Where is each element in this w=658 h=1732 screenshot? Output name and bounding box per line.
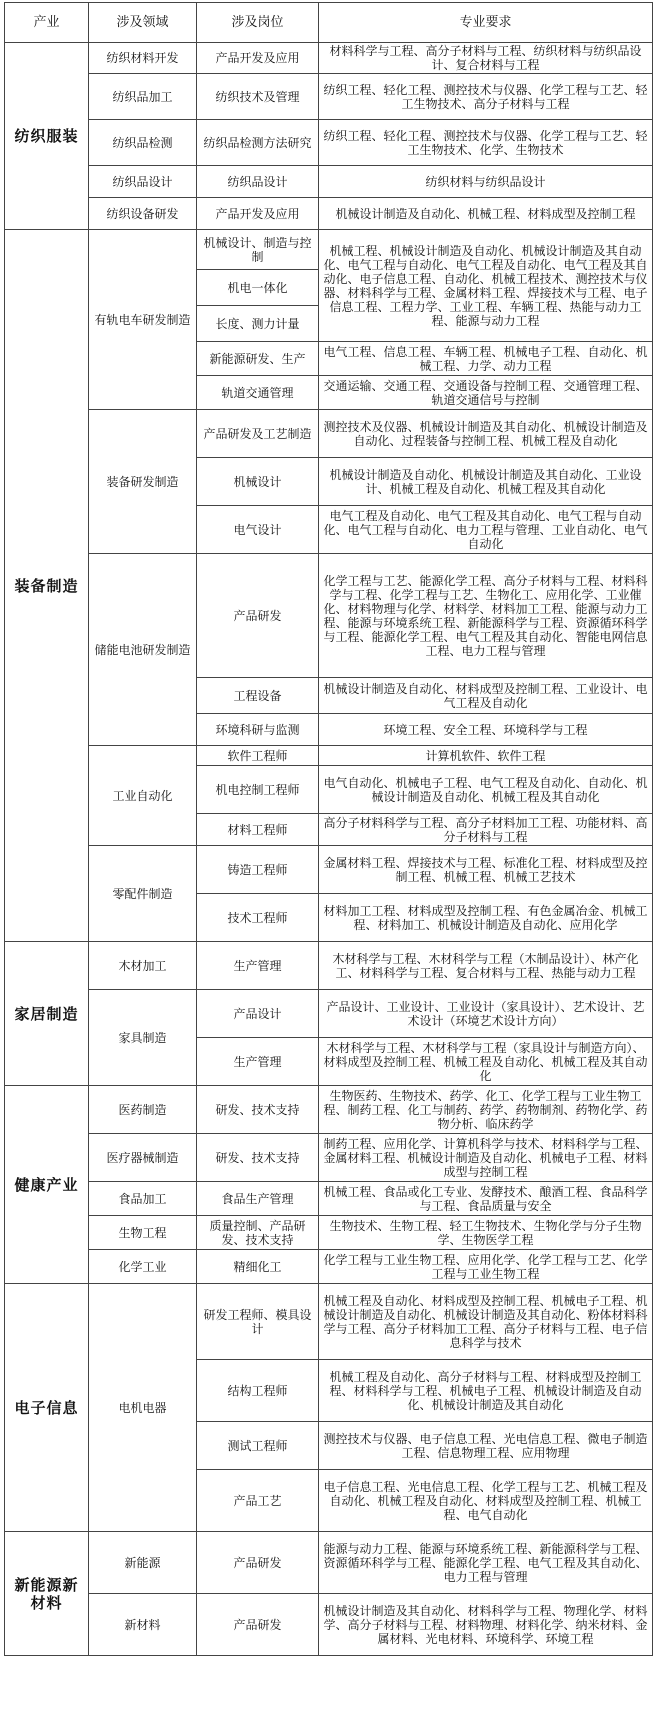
domain-cell: 化学工业 [89, 1250, 197, 1284]
industry-cell: 新能源新材料 [5, 1532, 89, 1656]
requirement-cell: 纺织工程、轻化工程、测控技术与仪器、化学工程与工艺、轻工生物技术、化学、生物技术 [319, 120, 653, 166]
position-cell: 机电一体化 [197, 270, 319, 306]
table-row [5, 942, 653, 990]
requirement-cell: 产品设计、工业设计、工业设计（家具设计）、艺术设计、艺术设计（环境艺术设计方向） [319, 990, 653, 1038]
requirement-cell: 化学工程与工业生物工程、应用化学、化学工程与工艺、化学工程与工业生物工程 [319, 1250, 653, 1284]
requirement-cell: 生物技术、生物工程、轻工生物技术、生物化学与分子生物学、生物医学工程 [319, 1216, 653, 1250]
position-cell: 产品研发及工艺制造 [197, 410, 319, 458]
table-row [5, 74, 653, 120]
position-cell: 机械设计、制造与控制 [197, 230, 319, 270]
domain-cell: 电机电器 [89, 1284, 197, 1532]
position-cell: 研发、技术支持 [197, 1086, 319, 1134]
table-row [5, 166, 653, 198]
table-row [5, 1532, 653, 1594]
table-row [5, 1284, 653, 1360]
table-row [5, 43, 653, 74]
position-cell: 技术工程师 [197, 894, 319, 942]
position-cell: 机械设计 [197, 458, 319, 506]
position-cell: 产品设计 [197, 990, 319, 1038]
table-row [5, 990, 653, 1038]
requirement-cell: 机械工程及自动化、高分子材料与工程、材料成型及控制工程、材料科学与工程、机械电子工程、机械设计制造及自动化、机械设计制造及其自动化 [319, 1360, 653, 1422]
position-cell: 电气设计 [197, 506, 319, 554]
domain-cell: 新能源 [89, 1532, 197, 1594]
requirement-cell: 机械设计制造及其自动化、材料科学与工程、物理化学、材料学、高分子材料与工程、材料物理、材料化学、纳米材料、金属材料、光电材料、环境科学、环境工程 [319, 1594, 653, 1656]
table-row [5, 1134, 653, 1182]
requirement-cell: 材料科学与工程、高分子材料与工程、纺织材料与纺织品设计、复合材料与工程 [319, 43, 653, 74]
domain-cell: 新材料 [89, 1594, 197, 1656]
table-row [5, 1216, 653, 1250]
position-cell: 研发工程师、模具设计 [197, 1284, 319, 1360]
requirement-cell: 计算机软件、软件工程 [319, 746, 653, 766]
domain-cell: 生物工程 [89, 1216, 197, 1250]
header-position: 涉及岗位 [197, 3, 319, 43]
requirement-cell: 测控技术与仪器、电子信息工程、光电信息工程、微电子制造工程、信息物理工程、应用物理 [319, 1422, 653, 1470]
header-row [5, 3, 653, 43]
table-row [5, 746, 653, 766]
requirement-cell: 环境工程、安全工程、环境科学与工程 [319, 714, 653, 746]
domain-cell: 家具制造 [89, 990, 197, 1086]
requirement-cell: 纺织工程、轻化工程、测控技术与仪器、化学工程与工艺、轻工生物技术、高分子材料与工程 [319, 74, 653, 120]
domain-cell: 储能电池研发制造 [89, 554, 197, 746]
requirement-cell: 测控技术及仪器、机械设计制造及其自动化、机械设计制造及自动化、过程装备与控制工程、机械工程及自动化 [319, 410, 653, 458]
requirement-cell: 高分子材料科学与工程、高分子材料加工工程、功能材料、高分子材料与工程 [319, 814, 653, 846]
requirement-cell: 机械设计制造及自动化、材料成型及控制工程、工业设计、电气工程及自动化 [319, 678, 653, 714]
position-cell: 产品开发及应用 [197, 43, 319, 74]
requirement-cell: 制药工程、应用化学、计算机科学与技术、材料科学与工程、金属材料工程、机械设计制造及自动化、机械电子工程、材料成型与控制工程 [319, 1134, 653, 1182]
domain-cell: 装备研发制造 [89, 410, 197, 554]
position-cell: 铸造工程师 [197, 846, 319, 894]
position-cell: 纺织品检测方法研究 [197, 120, 319, 166]
requirement-cell: 材料加工工程、材料成型及控制工程、有色金属冶金、机械工程、材料加工、机械设计制造及自动化、应用化学 [319, 894, 653, 942]
position-cell: 生产管理 [197, 942, 319, 990]
table-row [5, 1594, 653, 1656]
requirement-cell: 机械设计制造及自动化、机械工程、材料成型及控制工程 [319, 198, 653, 230]
requirement-cell: 电气工程及自动化、电气工程及其自动化、电气工程与自动化、电气工程与自动化、电力工程与管理、工业自动化、电气自动化 [319, 506, 653, 554]
header-domain: 涉及领域 [89, 3, 197, 43]
table-row [5, 1250, 653, 1284]
requirement-cell: 电气工程、信息工程、车辆工程、机械电子工程、自动化、机械工程、力学、动力工程 [319, 342, 653, 376]
position-cell: 结构工程师 [197, 1360, 319, 1422]
industry-cell: 健康产业 [5, 1086, 89, 1284]
table-row [5, 846, 653, 894]
position-cell: 质量控制、产品研发、技术支持 [197, 1216, 319, 1250]
table-row [5, 1182, 653, 1216]
industry-cell: 家居制造 [5, 942, 89, 1086]
domain-cell: 食品加工 [89, 1182, 197, 1216]
industry-cell: 纺织服装 [5, 43, 89, 230]
majors-table [4, 2, 653, 1656]
position-cell: 机电控制工程师 [197, 766, 319, 814]
requirement-cell: 电子信息工程、光电信息工程、化学工程与工艺、机械工程及自动化、机械工程及自动化、材料成型及控制工程、机械工程、电气自动化 [319, 1470, 653, 1532]
requirement-cell: 金属材料工程、焊接技术与工程、标准化工程、材料成型及控制工程、机械工程、机械工艺技术 [319, 846, 653, 894]
position-cell: 工程设备 [197, 678, 319, 714]
position-cell: 轨道交通管理 [197, 376, 319, 410]
domain-cell: 医药制造 [89, 1086, 197, 1134]
requirement-cell: 交通运输、交通工程、交通设备与控制工程、交通管理工程、轨道交通信号与控制 [319, 376, 653, 410]
requirement-cell: 木材科学与工程、木材科学与工程（家具设计与制造方向）、材料成型及控制工程、机械工程及自动化、机械工程及其自动化 [319, 1038, 653, 1086]
industry-cell: 装备制造 [5, 230, 89, 942]
position-cell: 产品工艺 [197, 1470, 319, 1532]
requirement-cell: 纺织材料与纺织品设计 [319, 166, 653, 198]
domain-cell: 纺织材料开发 [89, 43, 197, 74]
requirement-cell: 机械设计制造及自动化、机械设计制造及其自动化、工业设计、机械工程及自动化、机械工程及其自动化 [319, 458, 653, 506]
table-row [5, 230, 653, 270]
position-cell: 材料工程师 [197, 814, 319, 846]
domain-cell: 工业自动化 [89, 746, 197, 846]
domain-cell: 木材加工 [89, 942, 197, 990]
requirement-cell: 化学工程与工艺、能源化学工程、高分子材料与工程、材料科学与工程、化学工程与工艺、生物化工、应用化学、工业催化、材料物理与化学、材料学、材料加工工程、能源与动力工程、能源与环境系统工程、新能源科学与工程、资源循环科学与工程、能源化学工程、电气工程及其自动化、智能电网信息工程、电力工程与管理 [319, 554, 653, 678]
position-cell: 软件工程师 [197, 746, 319, 766]
industry-cell: 电子信息 [5, 1284, 89, 1532]
table-row [5, 554, 653, 678]
requirement-cell: 能源与动力工程、能源与环境系统工程、新能源科学与工程、资源循环科学与工程、能源化学工程、电气工程及其自动化、电力工程与管理 [319, 1532, 653, 1594]
requirement-cell: 电气自动化、机械电子工程、电气工程及自动化、自动化、机械设计制造及自动化、机械工程及其自动化 [319, 766, 653, 814]
position-cell: 产品研发 [197, 554, 319, 678]
domain-cell: 纺织品加工 [89, 74, 197, 120]
position-cell: 产品开发及应用 [197, 198, 319, 230]
requirement-cell: 机械工程、食品或化工专业、发酵技术、酿酒工程、食品科学与工程、食品质量与安全 [319, 1182, 653, 1216]
requirement-cell: 木材科学与工程、木材科学与工程（木制品设计）、林产化工、材料科学与工程、复合材料与工程、热能与动力工程 [319, 942, 653, 990]
position-cell: 产品研发 [197, 1532, 319, 1594]
header-industry: 产业 [5, 3, 89, 43]
requirement-cell: 机械工程及自动化、材料成型及控制工程、机械电子工程、机械设计制造及自动化、机械设计制造及其自动化、粉体材料科学与工程、高分子材料加工工程、高分子材料与工程、电子信息科学与技术 [319, 1284, 653, 1360]
position-cell: 新能源研发、生产 [197, 342, 319, 376]
position-cell: 纺织品设计 [197, 166, 319, 198]
table-row [5, 198, 653, 230]
position-cell: 食品生产管理 [197, 1182, 319, 1216]
requirement-cell: 生物医药、生物技术、药学、化工、化学工程与工业生物工程、制药工程、化工与制药、药学、药物制剂、药物化学、药物分析、临床药学 [319, 1086, 653, 1134]
domain-cell: 纺织品设计 [89, 166, 197, 198]
position-cell: 纺织技术及管理 [197, 74, 319, 120]
domain-cell: 医疗器械制造 [89, 1134, 197, 1182]
domain-cell: 有轨电车研发制造 [89, 230, 197, 410]
position-cell: 精细化工 [197, 1250, 319, 1284]
table-row [5, 120, 653, 166]
table-row [5, 1086, 653, 1134]
position-cell: 测试工程师 [197, 1422, 319, 1470]
table-row [5, 410, 653, 458]
position-cell: 环境科研与监测 [197, 714, 319, 746]
position-cell: 研发、技术支持 [197, 1134, 319, 1182]
position-cell: 产品研发 [197, 1594, 319, 1656]
position-cell: 生产管理 [197, 1038, 319, 1086]
position-cell: 长度、测力计量 [197, 306, 319, 342]
domain-cell: 零配件制造 [89, 846, 197, 942]
header-requirement: 专业要求 [319, 3, 653, 43]
requirement-cell: 机械工程、机械设计制造及自动化、机械设计制造及其自动化、电气工程与自动化、电气工程及自动化、电气工程及其自动化、电子信息工程、自动化、机械工程技术、测控技术与仪器、材料科学与工程、金属材料工程、焊接技术与工程、电子信息工程、工程力学、工业工程、车辆工程、热能与动力工程、能源与动力工程 [319, 230, 653, 342]
domain-cell: 纺织品检测 [89, 120, 197, 166]
domain-cell: 纺织设备研发 [89, 198, 197, 230]
